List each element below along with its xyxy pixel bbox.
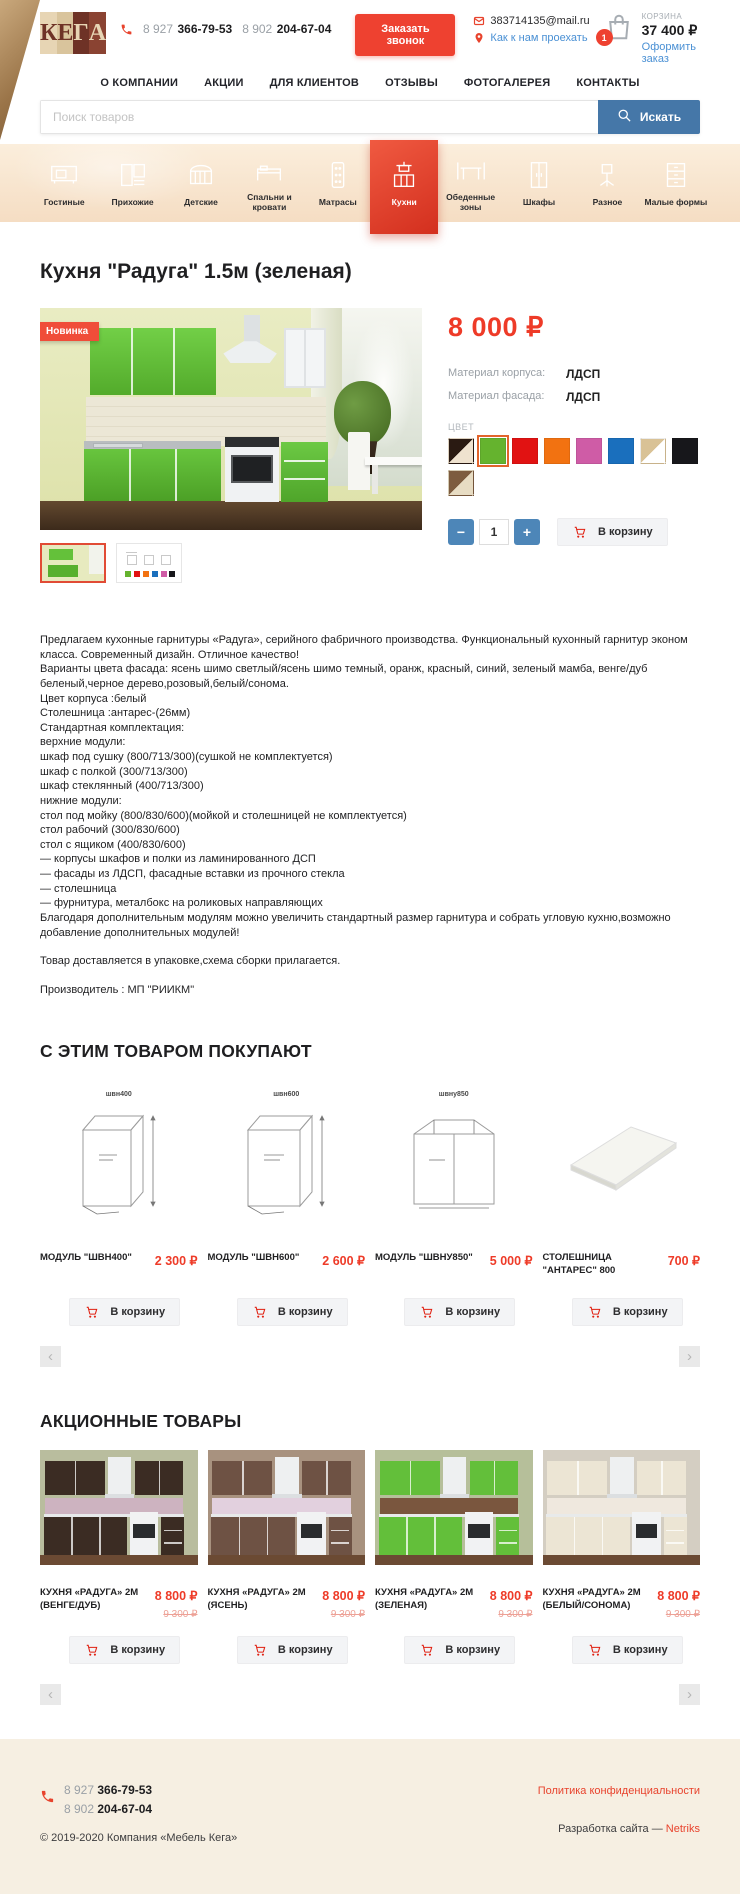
- phone-number-2[interactable]: [242, 20, 331, 38]
- promo-section-title: АКЦИОННЫЕ ТОВАРЫ: [40, 1411, 242, 1432]
- add-to-cart-button[interactable]: [557, 518, 668, 546]
- category-label: Матрасы: [318, 197, 357, 208]
- nav-item-reviews[interactable]: ОТЗЫВЫ: [385, 77, 438, 89]
- product-gallery: [40, 308, 422, 583]
- promo-product-name[interactable]: КУХНЯ «РАДУГА» 2М (ВЕНГЕ/ДУБ): [40, 1587, 139, 1611]
- promo-product-name[interactable]: КУХНЯ «РАДУГА» 2М (ЯСЕНЬ): [207, 1587, 306, 1611]
- add-to-cart-label: В корзину: [110, 1644, 166, 1657]
- color-swatch-black[interactable]: [672, 438, 698, 464]
- chair-icon: [590, 158, 624, 192]
- dresser-icon: [659, 158, 693, 192]
- category-label: Шкафы: [522, 197, 556, 208]
- header: [0, 0, 740, 69]
- category-label: Гостиные: [43, 197, 85, 208]
- phone-number-1[interactable]: [143, 20, 232, 38]
- category-ribbon: [0, 144, 740, 222]
- cart-total: 37 400 ₽: [641, 22, 698, 38]
- category-living-rooms[interactable]: [30, 144, 98, 222]
- phone-digits: 366-79-53: [177, 22, 233, 36]
- color-swatch-sonoma-white[interactable]: [640, 438, 666, 464]
- nav-item-about[interactable]: О КОМПАНИИ: [100, 77, 179, 89]
- search-input[interactable]: [40, 100, 598, 134]
- add-to-cart-label: В корзину: [598, 526, 653, 538]
- cart-icon: [572, 525, 588, 539]
- phone-digits: 204-67-04: [97, 1802, 153, 1817]
- description-line: Цвет корпуса :белый: [40, 692, 147, 705]
- email-link[interactable]: 383714135@mail.ru: [490, 15, 590, 27]
- category-label: Обеденные зоны: [446, 192, 496, 212]
- cart-icon: [419, 1305, 435, 1319]
- cart-icon: [587, 1305, 603, 1319]
- promo-card-white-sonoma: [543, 1450, 701, 1664]
- related-add-to-cart-button[interactable]: [69, 1298, 180, 1326]
- phone-prefix: 8 902: [64, 1802, 95, 1817]
- header-contacts: [473, 15, 589, 44]
- description-line: Варианты цвета фасада: ясень шимо светлый/ясень шимо темный, оранж, красный, синий, зеленый мамба, венге/дуб беленый,черное дерево,розовый,белый/сонома.: [40, 663, 648, 690]
- description-line: нижние модули:: [40, 794, 122, 807]
- promo-product-old-price: 9 300 ₽: [665, 1609, 700, 1621]
- category-label: Спальни и кровати: [247, 192, 292, 212]
- footer-phone-1[interactable]: [64, 1783, 152, 1797]
- description-line: Столешница :антарес-(26мм): [40, 707, 191, 720]
- promo-product-name[interactable]: КУХНЯ «РАДУГА» 2М (ЗЕЛЕНАЯ): [375, 1587, 474, 1611]
- nav-item-contacts[interactable]: КОНТАКТЫ: [576, 77, 640, 89]
- related-carousel-nav: [40, 1346, 700, 1367]
- nav-item-promos[interactable]: АКЦИИ: [204, 77, 244, 89]
- description-line: [40, 969, 700, 983]
- cart-icon: [84, 1643, 100, 1657]
- location-pin-icon: [473, 32, 485, 44]
- footer-phone-2[interactable]: [64, 1802, 152, 1816]
- copyright: © 2019-2020 Компания «Мебель Кега»: [40, 1832, 238, 1845]
- category-small-forms[interactable]: [642, 144, 710, 222]
- color-swatch-wenge-oak[interactable]: [448, 438, 474, 464]
- dining-table-icon: [454, 153, 488, 187]
- cart-label: КОРЗИНА: [641, 12, 683, 21]
- promo-product-price: 8 800 ₽: [322, 1589, 365, 1604]
- related-add-to-cart-button[interactable]: [404, 1298, 515, 1326]
- promo-product-old-price: 9 300 ₽: [163, 1609, 198, 1621]
- category-misc[interactable]: [573, 144, 641, 222]
- promo-product-image[interactable]: [375, 1450, 533, 1565]
- checkout-link[interactable]: Оформить заказ: [641, 41, 696, 65]
- add-to-cart-label: В корзину: [277, 1644, 333, 1657]
- logo-letter: А: [89, 12, 106, 54]
- wardrobe-icon: [522, 158, 556, 192]
- footer-right: [538, 1783, 700, 1844]
- living-room-icon: [47, 158, 81, 192]
- footer: [0, 1739, 740, 1894]
- description-line: шкаф стеклянный (400/713/300): [40, 780, 204, 793]
- thumbnail-strip: [40, 543, 422, 583]
- description-line: Предлагаем кухонные гарнитуры «Радуга», серийного фабричного производства. Функциональный кухонный гарнитур эконом класса. Современный дизайн. Отличное качество!: [40, 634, 688, 661]
- phone-prefix: 8 902: [242, 22, 273, 36]
- phone-prefix: 8 927: [64, 1783, 95, 1798]
- description-line: стол рабочий (300/830/600): [40, 824, 180, 837]
- color-swatch-orange[interactable]: [544, 438, 570, 464]
- related-product-price: 2 300 ₽: [154, 1254, 198, 1269]
- promo-add-to-cart-button[interactable]: [404, 1636, 515, 1664]
- phone-icon: [40, 1789, 55, 1804]
- add-to-cart-label: В корзину: [110, 1306, 166, 1319]
- related-product-price: 5 000 ₽: [489, 1254, 533, 1269]
- attribute-body-material: [448, 367, 700, 381]
- promo-product-price: 8 800 ₽: [657, 1589, 700, 1604]
- related-card-shvn600: [208, 1080, 366, 1326]
- cart-icon: [419, 1643, 435, 1657]
- attribute-label: Материал корпуса:: [448, 367, 546, 379]
- description-line: — столешница: [40, 882, 117, 895]
- color-swatches: [448, 438, 698, 496]
- add-to-cart-label: В корзину: [612, 1306, 668, 1319]
- related-add-to-cart-button[interactable]: [572, 1298, 683, 1326]
- promo-product-image[interactable]: [208, 1450, 366, 1565]
- related-product-name[interactable]: МОДУЛЬ "ШВН600": [207, 1252, 300, 1264]
- promo-add-to-cart-button[interactable]: [69, 1636, 180, 1664]
- cart-icon: [587, 1643, 603, 1657]
- new-badge: Новинка: [40, 322, 99, 341]
- carousel-prev-button[interactable]: ‹: [40, 1684, 61, 1705]
- thumbnail-schematic[interactable]: [116, 543, 182, 583]
- promo-product-old-price: 9 300 ₽: [330, 1609, 365, 1621]
- category-label: Прихожие: [111, 197, 154, 208]
- cart-icon: [252, 1305, 268, 1319]
- add-to-cart-label: В корзину: [277, 1306, 333, 1319]
- description-line: шкаф под сушку (800/713/300)(сушкой не комплектуется): [40, 751, 333, 763]
- promo-card-yasen: [208, 1450, 366, 1664]
- related-add-to-cart-button[interactable]: [237, 1298, 348, 1326]
- product-main-image[interactable]: [40, 308, 422, 530]
- color-swatch-ash[interactable]: [448, 470, 474, 496]
- related-products: [40, 1080, 700, 1326]
- schematic-label: швн600: [273, 1090, 300, 1098]
- promo-products: [40, 1450, 700, 1664]
- description-line: — фасады из ЛДСП, фасадные вставки из прочного стекла: [40, 868, 345, 880]
- description-line: стол под мойку (800/830/600)(мойкой и столешницей не комплектуется): [40, 809, 407, 822]
- cart-count-badge: 1: [596, 29, 613, 46]
- description-line: стол с ящиком (400/830/600): [40, 838, 186, 851]
- related-section-title: С ЭТИМ ТОВАРОМ ПОКУПАЮТ: [40, 1041, 312, 1062]
- developer-link[interactable]: Netriks: [665, 1823, 700, 1836]
- attribute-facade-material: [448, 390, 700, 404]
- phone-prefix: 8 927: [143, 22, 174, 36]
- cart-icon: [84, 1305, 100, 1319]
- search-icon: [617, 108, 632, 126]
- add-to-cart-label: В корзину: [445, 1306, 501, 1319]
- header-phones: [120, 20, 331, 38]
- carousel-next-button[interactable]: ›: [679, 1346, 700, 1367]
- product-price: 8 000 ₽: [448, 312, 544, 342]
- carousel-next-button[interactable]: ›: [679, 1684, 700, 1705]
- qty-increase-button[interactable]: +: [514, 519, 540, 545]
- qty-decrease-button[interactable]: −: [448, 519, 474, 545]
- buy-panel: [448, 308, 700, 583]
- description-line: Товар доставляется в упаковке,схема сборки прилагается.: [40, 955, 341, 968]
- thumbnail-photo[interactable]: [40, 543, 106, 583]
- hallway-icon: [116, 158, 150, 192]
- promo-carousel-nav: [40, 1684, 700, 1705]
- cart-widget[interactable]: [601, 12, 700, 65]
- category-label: Малые формы: [644, 197, 708, 208]
- related-product-name[interactable]: МОДУЛЬ "ШВН400": [40, 1252, 132, 1264]
- logo[interactable]: [40, 12, 106, 54]
- phone-digits: 366-79-53: [97, 1783, 153, 1798]
- privacy-policy-link[interactable]: Политика конфиденциальности: [537, 1785, 700, 1798]
- color-swatch-red[interactable]: [512, 438, 538, 464]
- category-label: Разное: [592, 197, 623, 208]
- main-nav: [0, 69, 740, 98]
- attribute-label: Материал фасада:: [448, 390, 545, 402]
- schematic-label: швн400: [105, 1090, 132, 1098]
- color-swatch-green[interactable]: [480, 438, 506, 464]
- related-product-price: 2 600 ₽: [322, 1254, 365, 1269]
- email-icon: [473, 15, 485, 27]
- category-bedrooms[interactable]: [235, 144, 303, 222]
- promo-product-old-price: 9 300 ₽: [498, 1609, 533, 1621]
- phone-digits: 204-67-04: [276, 22, 332, 36]
- category-kids[interactable]: [167, 144, 235, 222]
- search-button-label: Искать: [639, 110, 682, 124]
- related-card-shvnu850: [375, 1080, 533, 1326]
- description-line: — корпусы шкафов и полки из ламинированного ДСП: [40, 853, 316, 866]
- category-hallways[interactable]: [98, 144, 166, 222]
- carousel-prev-button[interactable]: ‹: [40, 1346, 61, 1367]
- phone-icon: [120, 23, 133, 36]
- cart-icon: [252, 1643, 268, 1657]
- category-dining[interactable]: [436, 144, 504, 222]
- qty-value[interactable]: 1: [479, 519, 509, 545]
- logo-letter: Е: [57, 12, 73, 54]
- related-product-price: 700 ₽: [667, 1254, 700, 1269]
- schematic-label: швну850: [438, 1090, 469, 1098]
- logo-letter: К: [40, 12, 57, 54]
- add-to-cart-label: В корзину: [445, 1644, 501, 1657]
- nav-item-clients[interactable]: ДЛЯ КЛИЕНТОВ: [269, 77, 360, 89]
- add-to-cart-label: В корзину: [612, 1644, 668, 1657]
- promo-product-price: 8 800 ₽: [489, 1589, 533, 1604]
- search-button[interactable]: [598, 100, 700, 134]
- related-product-image[interactable]: [40, 1080, 198, 1230]
- category-kitchens[interactable]: [370, 140, 438, 234]
- nav-item-gallery[interactable]: ФОТОГАЛЕРЕЯ: [463, 77, 551, 89]
- description-line: Производитель : МП "РИИКМ": [40, 983, 195, 996]
- related-product-image[interactable]: [375, 1080, 533, 1230]
- description-line: [40, 940, 700, 954]
- category-wardrobes[interactable]: [505, 144, 573, 222]
- bed-icon: [252, 153, 286, 187]
- related-product-name[interactable]: МОДУЛЬ "ШВНУ850": [375, 1252, 473, 1264]
- promo-product-price: 8 800 ₽: [154, 1589, 198, 1604]
- logo-letter: Г: [73, 12, 88, 54]
- attribute-value: ЛДСП: [566, 390, 601, 404]
- attribute-value: ЛДСП: [566, 367, 601, 381]
- promo-product-image[interactable]: [543, 1450, 701, 1565]
- promo-card-green: [375, 1450, 533, 1664]
- category-mattresses[interactable]: [304, 144, 372, 222]
- related-product-image[interactable]: [208, 1080, 366, 1230]
- callback-button[interactable]: Заказать звонок: [355, 14, 455, 56]
- category-label: Кухни: [391, 197, 417, 208]
- promo-card-wenge: [40, 1450, 198, 1664]
- search-bar: [40, 100, 700, 134]
- description-line: — фурнитура, металбокс на роликовых направляющих: [40, 897, 323, 910]
- crib-icon: [184, 158, 218, 192]
- promo-product-image[interactable]: [40, 1450, 198, 1565]
- description-line: верхние модули:: [40, 736, 126, 749]
- promo-add-to-cart-button[interactable]: [572, 1636, 683, 1664]
- quantity-stepper: [448, 518, 700, 546]
- developer-credit: [538, 1823, 700, 1835]
- related-card-shvn400: [40, 1080, 198, 1326]
- description-line: шкаф с полкой (300/713/300): [40, 765, 188, 778]
- promo-product-name[interactable]: КУХНЯ «РАДУГА» 2М (БЕЛЫЙ/СОНОМА): [542, 1587, 641, 1611]
- product-section: [40, 308, 700, 583]
- promo-add-to-cart-button[interactable]: [237, 1636, 348, 1664]
- description-line: Стандартная комплектация:: [40, 721, 185, 734]
- mattress-icon: [321, 158, 355, 192]
- product-description: [40, 633, 700, 997]
- related-product-image[interactable]: [543, 1080, 701, 1230]
- description-line: Благодаря дополнительным модулям можно увеличить стандартный размер гарнитура и собрать угловую кухню,возможно добавление дополнительных модулей!: [40, 911, 671, 939]
- kitchen-icon: [387, 158, 421, 192]
- page-title: Кухня "Радуга" 1.5м (зеленая): [40, 260, 352, 283]
- related-product-name[interactable]: СТОЛЕШНИЦА "АНТАРЕС" 800: [542, 1252, 616, 1276]
- developer-credit-prefix: Разработка сайта —: [558, 1823, 663, 1836]
- color-swatch-blue[interactable]: [608, 438, 634, 464]
- color-section-label: ЦВЕТ: [448, 422, 475, 432]
- related-card-countertop: [543, 1080, 701, 1326]
- footer-left: [40, 1783, 237, 1844]
- color-swatch-pink[interactable]: [576, 438, 602, 464]
- category-label: Детские: [184, 197, 218, 208]
- directions-link[interactable]: Как к нам проехать: [490, 32, 588, 44]
